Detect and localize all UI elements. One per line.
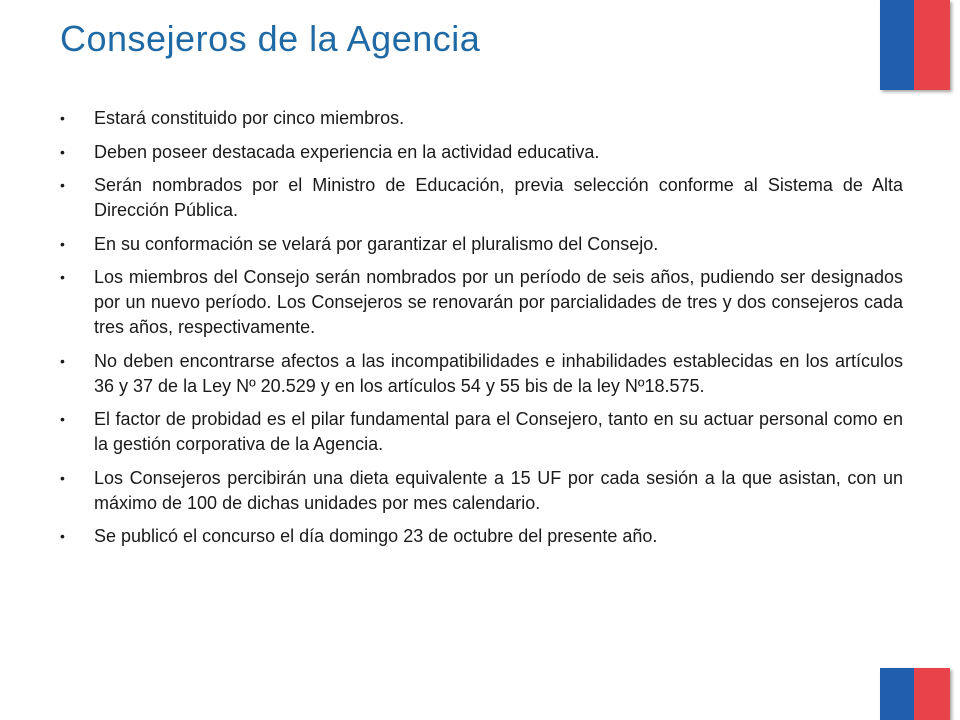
bullet-text: Se publicó el concurso el día domingo 23 de octubre del presente año. bbox=[94, 526, 658, 546]
bullet-text: El factor de probidad es el pilar fundamental para el Consejero, tanto en su actuar personal como en la gestión corporativa de la Agencia. bbox=[94, 409, 903, 454]
bullet-text: Los Consejeros percibirán una dieta equivalente a 15 UF por cada sesión a la que asistan, con un máximo de 100 de dichas unidades por mes calendario. bbox=[94, 467, 903, 513]
list-item bbox=[60, 106, 903, 131]
list-item bbox=[60, 349, 903, 399]
list-item bbox=[60, 524, 903, 549]
bullet-icon: • bbox=[60, 469, 65, 486]
flag-blue-band bbox=[880, 0, 914, 90]
bullet-icon: • bbox=[60, 143, 65, 160]
bullet-text: Deben poseer destacada experiencia en la actividad educativa. bbox=[94, 141, 600, 162]
chile-flag-stripe-bottom bbox=[880, 668, 950, 720]
bullet-icon: • bbox=[60, 528, 65, 544]
list-item bbox=[60, 173, 903, 223]
bullet-icon: • bbox=[60, 110, 65, 126]
bullet-icon: • bbox=[60, 177, 65, 193]
bullet-text: Los miembros del Consejo serán nombrados por un período de seis años, pudiendo ser designados por un nuevo período. Los Consejeros se renovarán por parcialidades de tres y dos consejeros cada tres años, respectivamente. bbox=[94, 267, 903, 337]
list-item bbox=[60, 407, 903, 457]
slide-title: Consejeros de la Agencia bbox=[60, 18, 481, 59]
list-item bbox=[60, 466, 903, 516]
bullet-text: No deben encontrarse afectos a las incompatibilidades e inhabilidades establecidas en los artículos 36 y 37 de la Ley Nº 20.529 y en los artículos 54 y 55 bis de la ley Nº18.575. bbox=[94, 350, 903, 396]
list-item bbox=[60, 232, 903, 257]
bullet-text: Serán nombrados por el Ministro de Educación, previa selección conforme al Sistema de Alta Dirección Pública. bbox=[94, 175, 903, 220]
bullet-icon: • bbox=[60, 411, 65, 427]
flag-blue-band bbox=[880, 668, 914, 720]
list-item bbox=[60, 265, 903, 340]
bullet-icon: • bbox=[60, 352, 65, 369]
bullet-icon: • bbox=[60, 269, 65, 285]
list-item bbox=[60, 140, 903, 165]
flag-red-band bbox=[914, 668, 950, 720]
chile-flag-stripe-top bbox=[880, 0, 950, 90]
bullet-text: Estará constituido por cinco miembros. bbox=[94, 108, 405, 128]
flag-red-band bbox=[914, 0, 950, 90]
bullet-list bbox=[60, 106, 903, 558]
bullet-icon: • bbox=[60, 235, 65, 252]
bullet-text: En su conformación se velará por garantizar el pluralismo del Consejo. bbox=[94, 233, 659, 254]
